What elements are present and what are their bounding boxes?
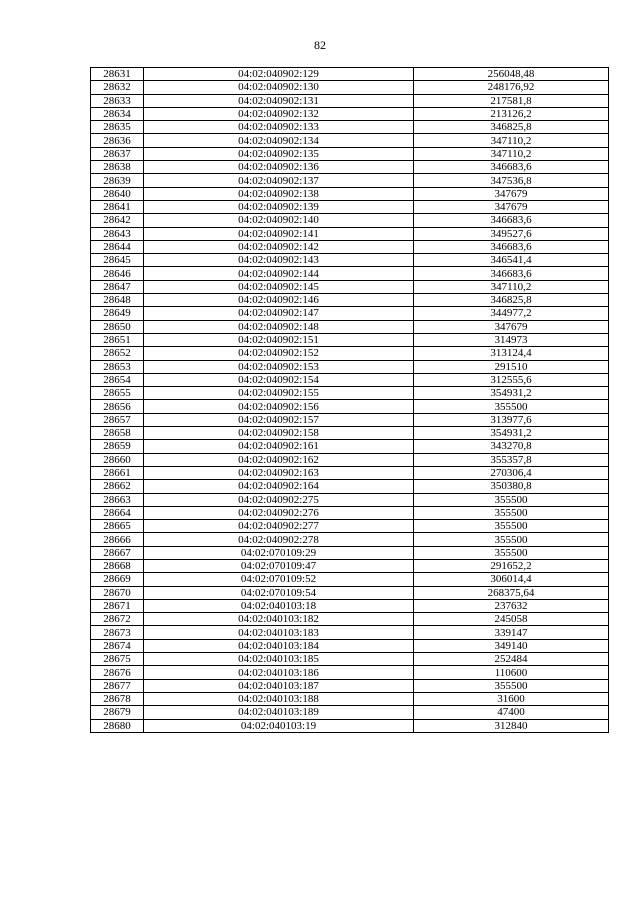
row-number-cell: 28647 bbox=[91, 280, 144, 293]
row-number-cell: 28673 bbox=[91, 626, 144, 639]
cadastral-value-cell: 347679 bbox=[414, 200, 609, 213]
table-row bbox=[91, 240, 609, 253]
table-row bbox=[91, 466, 609, 479]
table-row bbox=[91, 187, 609, 200]
cadastral-number-cell: 04:02:040902:137 bbox=[144, 174, 414, 187]
row-number-cell: 28654 bbox=[91, 373, 144, 386]
cadastral-number-cell: 04:02:040902:146 bbox=[144, 294, 414, 307]
cadastral-value-cell: 268375,64 bbox=[414, 586, 609, 599]
cadastral-number-cell: 04:02:040902:147 bbox=[144, 307, 414, 320]
table-row bbox=[91, 333, 609, 346]
table-row bbox=[91, 599, 609, 612]
cadastral-number-cell: 04:02:040902:163 bbox=[144, 466, 414, 479]
cadastral-number-cell: 04:02:040902:141 bbox=[144, 227, 414, 240]
cadastral-number-cell: 04:02:040902:277 bbox=[144, 520, 414, 533]
table-row bbox=[91, 573, 609, 586]
cadastral-number-cell: 04:02:040902:154 bbox=[144, 373, 414, 386]
cadastral-number-cell: 04:02:040902:275 bbox=[144, 493, 414, 506]
cadastral-number-cell: 04:02:040902:278 bbox=[144, 533, 414, 546]
table-row bbox=[91, 267, 609, 280]
cadastral-number-cell: 04:02:040103:18 bbox=[144, 599, 414, 612]
cadastral-value-cell: 346825,8 bbox=[414, 294, 609, 307]
cadastral-number-cell: 04:02:040902:157 bbox=[144, 413, 414, 426]
row-number-cell: 28670 bbox=[91, 586, 144, 599]
cadastral-value-cell: 347679 bbox=[414, 320, 609, 333]
table-row bbox=[91, 440, 609, 453]
row-number-cell: 28635 bbox=[91, 121, 144, 134]
cadastral-number-cell: 04:02:070109:52 bbox=[144, 573, 414, 586]
row-number-cell: 28672 bbox=[91, 613, 144, 626]
row-number-cell: 28657 bbox=[91, 413, 144, 426]
row-number-cell: 28665 bbox=[91, 520, 144, 533]
table-row bbox=[91, 280, 609, 293]
cadastral-value-cell: 291652,2 bbox=[414, 559, 609, 572]
cadastral-number-cell: 04:02:040902:145 bbox=[144, 280, 414, 293]
cadastral-number-cell: 04:02:040902:155 bbox=[144, 387, 414, 400]
row-number-cell: 28646 bbox=[91, 267, 144, 280]
cadastral-number-cell: 04:02:040902:139 bbox=[144, 200, 414, 213]
table-row bbox=[91, 400, 609, 413]
cadastral-number-cell: 04:02:040103:183 bbox=[144, 626, 414, 639]
table-row bbox=[91, 506, 609, 519]
table-row bbox=[91, 626, 609, 639]
cadastral-value-cell: 312840 bbox=[414, 719, 609, 732]
cadastral-number-cell: 04:02:040902:140 bbox=[144, 214, 414, 227]
table-row bbox=[91, 387, 609, 400]
table-row bbox=[91, 453, 609, 466]
table-row bbox=[91, 559, 609, 572]
row-number-cell: 28659 bbox=[91, 440, 144, 453]
cadastral-value-cell: 347679 bbox=[414, 187, 609, 200]
row-number-cell: 28637 bbox=[91, 147, 144, 160]
row-number-cell: 28678 bbox=[91, 692, 144, 705]
cadastral-number-cell: 04:02:040902:131 bbox=[144, 94, 414, 107]
cadastral-value-cell: 314973 bbox=[414, 333, 609, 346]
cadastral-number-cell: 04:02:040902:138 bbox=[144, 187, 414, 200]
table-row bbox=[91, 360, 609, 373]
table-row bbox=[91, 719, 609, 732]
row-number-cell: 28676 bbox=[91, 666, 144, 679]
cadastral-number-cell: 04:02:040902:134 bbox=[144, 134, 414, 147]
cadastral-value-cell: 347110,2 bbox=[414, 280, 609, 293]
cadastral-value-cell: 344977,2 bbox=[414, 307, 609, 320]
row-number-cell: 28656 bbox=[91, 400, 144, 413]
cadastral-value-cell: 213126,2 bbox=[414, 107, 609, 120]
cadastral-value-cell: 237632 bbox=[414, 599, 609, 612]
row-number-cell: 28680 bbox=[91, 719, 144, 732]
row-number-cell: 28652 bbox=[91, 347, 144, 360]
table-row bbox=[91, 546, 609, 559]
row-number-cell: 28661 bbox=[91, 466, 144, 479]
cadastral-number-cell: 04:02:040902:151 bbox=[144, 333, 414, 346]
table-row bbox=[91, 121, 609, 134]
row-number-cell: 28631 bbox=[91, 68, 144, 81]
row-number-cell: 28662 bbox=[91, 480, 144, 493]
cadastral-number-cell: 04:02:040103:19 bbox=[144, 719, 414, 732]
table-row bbox=[91, 81, 609, 94]
cadastral-value-cell: 355500 bbox=[414, 400, 609, 413]
cadastral-value-cell: 346683,6 bbox=[414, 267, 609, 280]
cadastral-value-cell: 347536,8 bbox=[414, 174, 609, 187]
cadastral-value-cell: 245058 bbox=[414, 613, 609, 626]
row-number-cell: 28638 bbox=[91, 161, 144, 174]
row-number-cell: 28649 bbox=[91, 307, 144, 320]
row-number-cell: 28677 bbox=[91, 679, 144, 692]
row-number-cell: 28679 bbox=[91, 706, 144, 719]
cadastral-value-cell: 248176,92 bbox=[414, 81, 609, 94]
cadastral-number-cell: 04:02:040103:189 bbox=[144, 706, 414, 719]
cadastral-number-cell: 04:02:040902:136 bbox=[144, 161, 414, 174]
row-number-cell: 28641 bbox=[91, 200, 144, 213]
row-number-cell: 28667 bbox=[91, 546, 144, 559]
table-row bbox=[91, 666, 609, 679]
row-number-cell: 28636 bbox=[91, 134, 144, 147]
page-number: 82 bbox=[314, 38, 326, 52]
cadastral-value-cell: 347110,2 bbox=[414, 147, 609, 160]
cadastral-number-cell: 04:02:040902:153 bbox=[144, 360, 414, 373]
cadastral-number-cell: 04:02:040902:156 bbox=[144, 400, 414, 413]
cadastral-number-cell: 04:02:040103:184 bbox=[144, 639, 414, 652]
table-row bbox=[91, 427, 609, 440]
cadastral-number-cell: 04:02:040902:135 bbox=[144, 147, 414, 160]
row-number-cell: 28669 bbox=[91, 573, 144, 586]
row-number-cell: 28650 bbox=[91, 320, 144, 333]
table-row bbox=[91, 320, 609, 333]
table-row bbox=[91, 413, 609, 426]
cadastral-number-cell: 04:02:040902:143 bbox=[144, 254, 414, 267]
cadastral-value-cell: 291510 bbox=[414, 360, 609, 373]
table-row bbox=[91, 692, 609, 705]
cadastral-number-cell: 04:02:040902:162 bbox=[144, 453, 414, 466]
cadastral-number-cell: 04:02:040103:187 bbox=[144, 679, 414, 692]
cadastral-value-cell: 313124,4 bbox=[414, 347, 609, 360]
row-number-cell: 28653 bbox=[91, 360, 144, 373]
cadastral-value-cell: 355500 bbox=[414, 533, 609, 546]
cadastral-number-cell: 04:02:040902:132 bbox=[144, 107, 414, 120]
cadastral-value-cell: 47400 bbox=[414, 706, 609, 719]
cadastral-number-cell: 04:02:040902:129 bbox=[144, 68, 414, 81]
cadastral-number-cell: 04:02:040902:158 bbox=[144, 427, 414, 440]
row-number-cell: 28642 bbox=[91, 214, 144, 227]
row-number-cell: 28640 bbox=[91, 187, 144, 200]
table-row bbox=[91, 174, 609, 187]
cadastral-value-table bbox=[90, 67, 609, 733]
table-row bbox=[91, 254, 609, 267]
table-body bbox=[91, 68, 609, 733]
table-row bbox=[91, 227, 609, 240]
row-number-cell: 28655 bbox=[91, 387, 144, 400]
table-row bbox=[91, 214, 609, 227]
table-row bbox=[91, 639, 609, 652]
table-row bbox=[91, 107, 609, 120]
table-row bbox=[91, 586, 609, 599]
cadastral-number-cell: 04:02:040902:152 bbox=[144, 347, 414, 360]
cadastral-value-cell: 110600 bbox=[414, 666, 609, 679]
table-row bbox=[91, 68, 609, 81]
cadastral-value-cell: 270306,4 bbox=[414, 466, 609, 479]
row-number-cell: 28651 bbox=[91, 333, 144, 346]
cadastral-number-cell: 04:02:040902:164 bbox=[144, 480, 414, 493]
table-row bbox=[91, 480, 609, 493]
cadastral-value-cell: 355500 bbox=[414, 520, 609, 533]
table-row bbox=[91, 706, 609, 719]
cadastral-value-cell: 346683,6 bbox=[414, 240, 609, 253]
table-row bbox=[91, 613, 609, 626]
cadastral-number-cell: 04:02:040902:133 bbox=[144, 121, 414, 134]
cadastral-value-cell: 313977,6 bbox=[414, 413, 609, 426]
cadastral-value-cell: 355500 bbox=[414, 679, 609, 692]
cadastral-number-cell: 04:02:070109:29 bbox=[144, 546, 414, 559]
cadastral-value-cell: 312555,6 bbox=[414, 373, 609, 386]
table-row bbox=[91, 307, 609, 320]
cadastral-value-cell: 31600 bbox=[414, 692, 609, 705]
table-row bbox=[91, 679, 609, 692]
cadastral-value-cell: 346683,6 bbox=[414, 214, 609, 227]
cadastral-number-cell: 04:02:040902:148 bbox=[144, 320, 414, 333]
table-row bbox=[91, 347, 609, 360]
row-number-cell: 28668 bbox=[91, 559, 144, 572]
table-row bbox=[91, 134, 609, 147]
cadastral-value-cell: 350380,8 bbox=[414, 480, 609, 493]
cadastral-value-cell: 355500 bbox=[414, 493, 609, 506]
cadastral-number-cell: 04:02:070109:47 bbox=[144, 559, 414, 572]
cadastral-value-cell: 347110,2 bbox=[414, 134, 609, 147]
row-number-cell: 28666 bbox=[91, 533, 144, 546]
cadastral-value-cell: 343270,8 bbox=[414, 440, 609, 453]
row-number-cell: 28639 bbox=[91, 174, 144, 187]
table-row bbox=[91, 373, 609, 386]
table-row bbox=[91, 94, 609, 107]
table-row bbox=[91, 520, 609, 533]
cadastral-value-cell: 349527,6 bbox=[414, 227, 609, 240]
cadastral-number-cell: 04:02:040103:186 bbox=[144, 666, 414, 679]
cadastral-value-cell: 217581,8 bbox=[414, 94, 609, 107]
cadastral-value-cell: 354931,2 bbox=[414, 387, 609, 400]
table-row bbox=[91, 653, 609, 666]
cadastral-value-cell: 256048,48 bbox=[414, 68, 609, 81]
row-number-cell: 28643 bbox=[91, 227, 144, 240]
cadastral-value-cell: 355357,8 bbox=[414, 453, 609, 466]
cadastral-number-cell: 04:02:040103:185 bbox=[144, 653, 414, 666]
cadastral-value-cell: 355500 bbox=[414, 546, 609, 559]
row-number-cell: 28648 bbox=[91, 294, 144, 307]
cadastral-number-cell: 04:02:040902:276 bbox=[144, 506, 414, 519]
table-row bbox=[91, 147, 609, 160]
table-row bbox=[91, 294, 609, 307]
row-number-cell: 28664 bbox=[91, 506, 144, 519]
table-row bbox=[91, 493, 609, 506]
row-number-cell: 28632 bbox=[91, 81, 144, 94]
cadastral-value-cell: 346541,4 bbox=[414, 254, 609, 267]
cadastral-number-cell: 04:02:070109:54 bbox=[144, 586, 414, 599]
cadastral-number-cell: 04:02:040902:142 bbox=[144, 240, 414, 253]
cadastral-value-cell: 346825,8 bbox=[414, 121, 609, 134]
row-number-cell: 28671 bbox=[91, 599, 144, 612]
row-number-cell: 28663 bbox=[91, 493, 144, 506]
row-number-cell: 28675 bbox=[91, 653, 144, 666]
cadastral-value-cell: 354931,2 bbox=[414, 427, 609, 440]
table-row bbox=[91, 533, 609, 546]
cadastral-value-cell: 355500 bbox=[414, 506, 609, 519]
cadastral-number-cell: 04:02:040902:144 bbox=[144, 267, 414, 280]
row-number-cell: 28644 bbox=[91, 240, 144, 253]
cadastral-value-cell: 252484 bbox=[414, 653, 609, 666]
cadastral-value-cell: 346683,6 bbox=[414, 161, 609, 174]
table-row bbox=[91, 200, 609, 213]
row-number-cell: 28634 bbox=[91, 107, 144, 120]
row-number-cell: 28660 bbox=[91, 453, 144, 466]
cadastral-value-cell: 306014,4 bbox=[414, 573, 609, 586]
cadastral-value-cell: 339147 bbox=[414, 626, 609, 639]
cadastral-number-cell: 04:02:040103:182 bbox=[144, 613, 414, 626]
cadastral-number-cell: 04:02:040902:130 bbox=[144, 81, 414, 94]
row-number-cell: 28658 bbox=[91, 427, 144, 440]
cadastral-value-cell: 349140 bbox=[414, 639, 609, 652]
row-number-cell: 28674 bbox=[91, 639, 144, 652]
cadastral-number-cell: 04:02:040902:161 bbox=[144, 440, 414, 453]
cadastral-number-cell: 04:02:040103:188 bbox=[144, 692, 414, 705]
row-number-cell: 28633 bbox=[91, 94, 144, 107]
table-row bbox=[91, 161, 609, 174]
row-number-cell: 28645 bbox=[91, 254, 144, 267]
